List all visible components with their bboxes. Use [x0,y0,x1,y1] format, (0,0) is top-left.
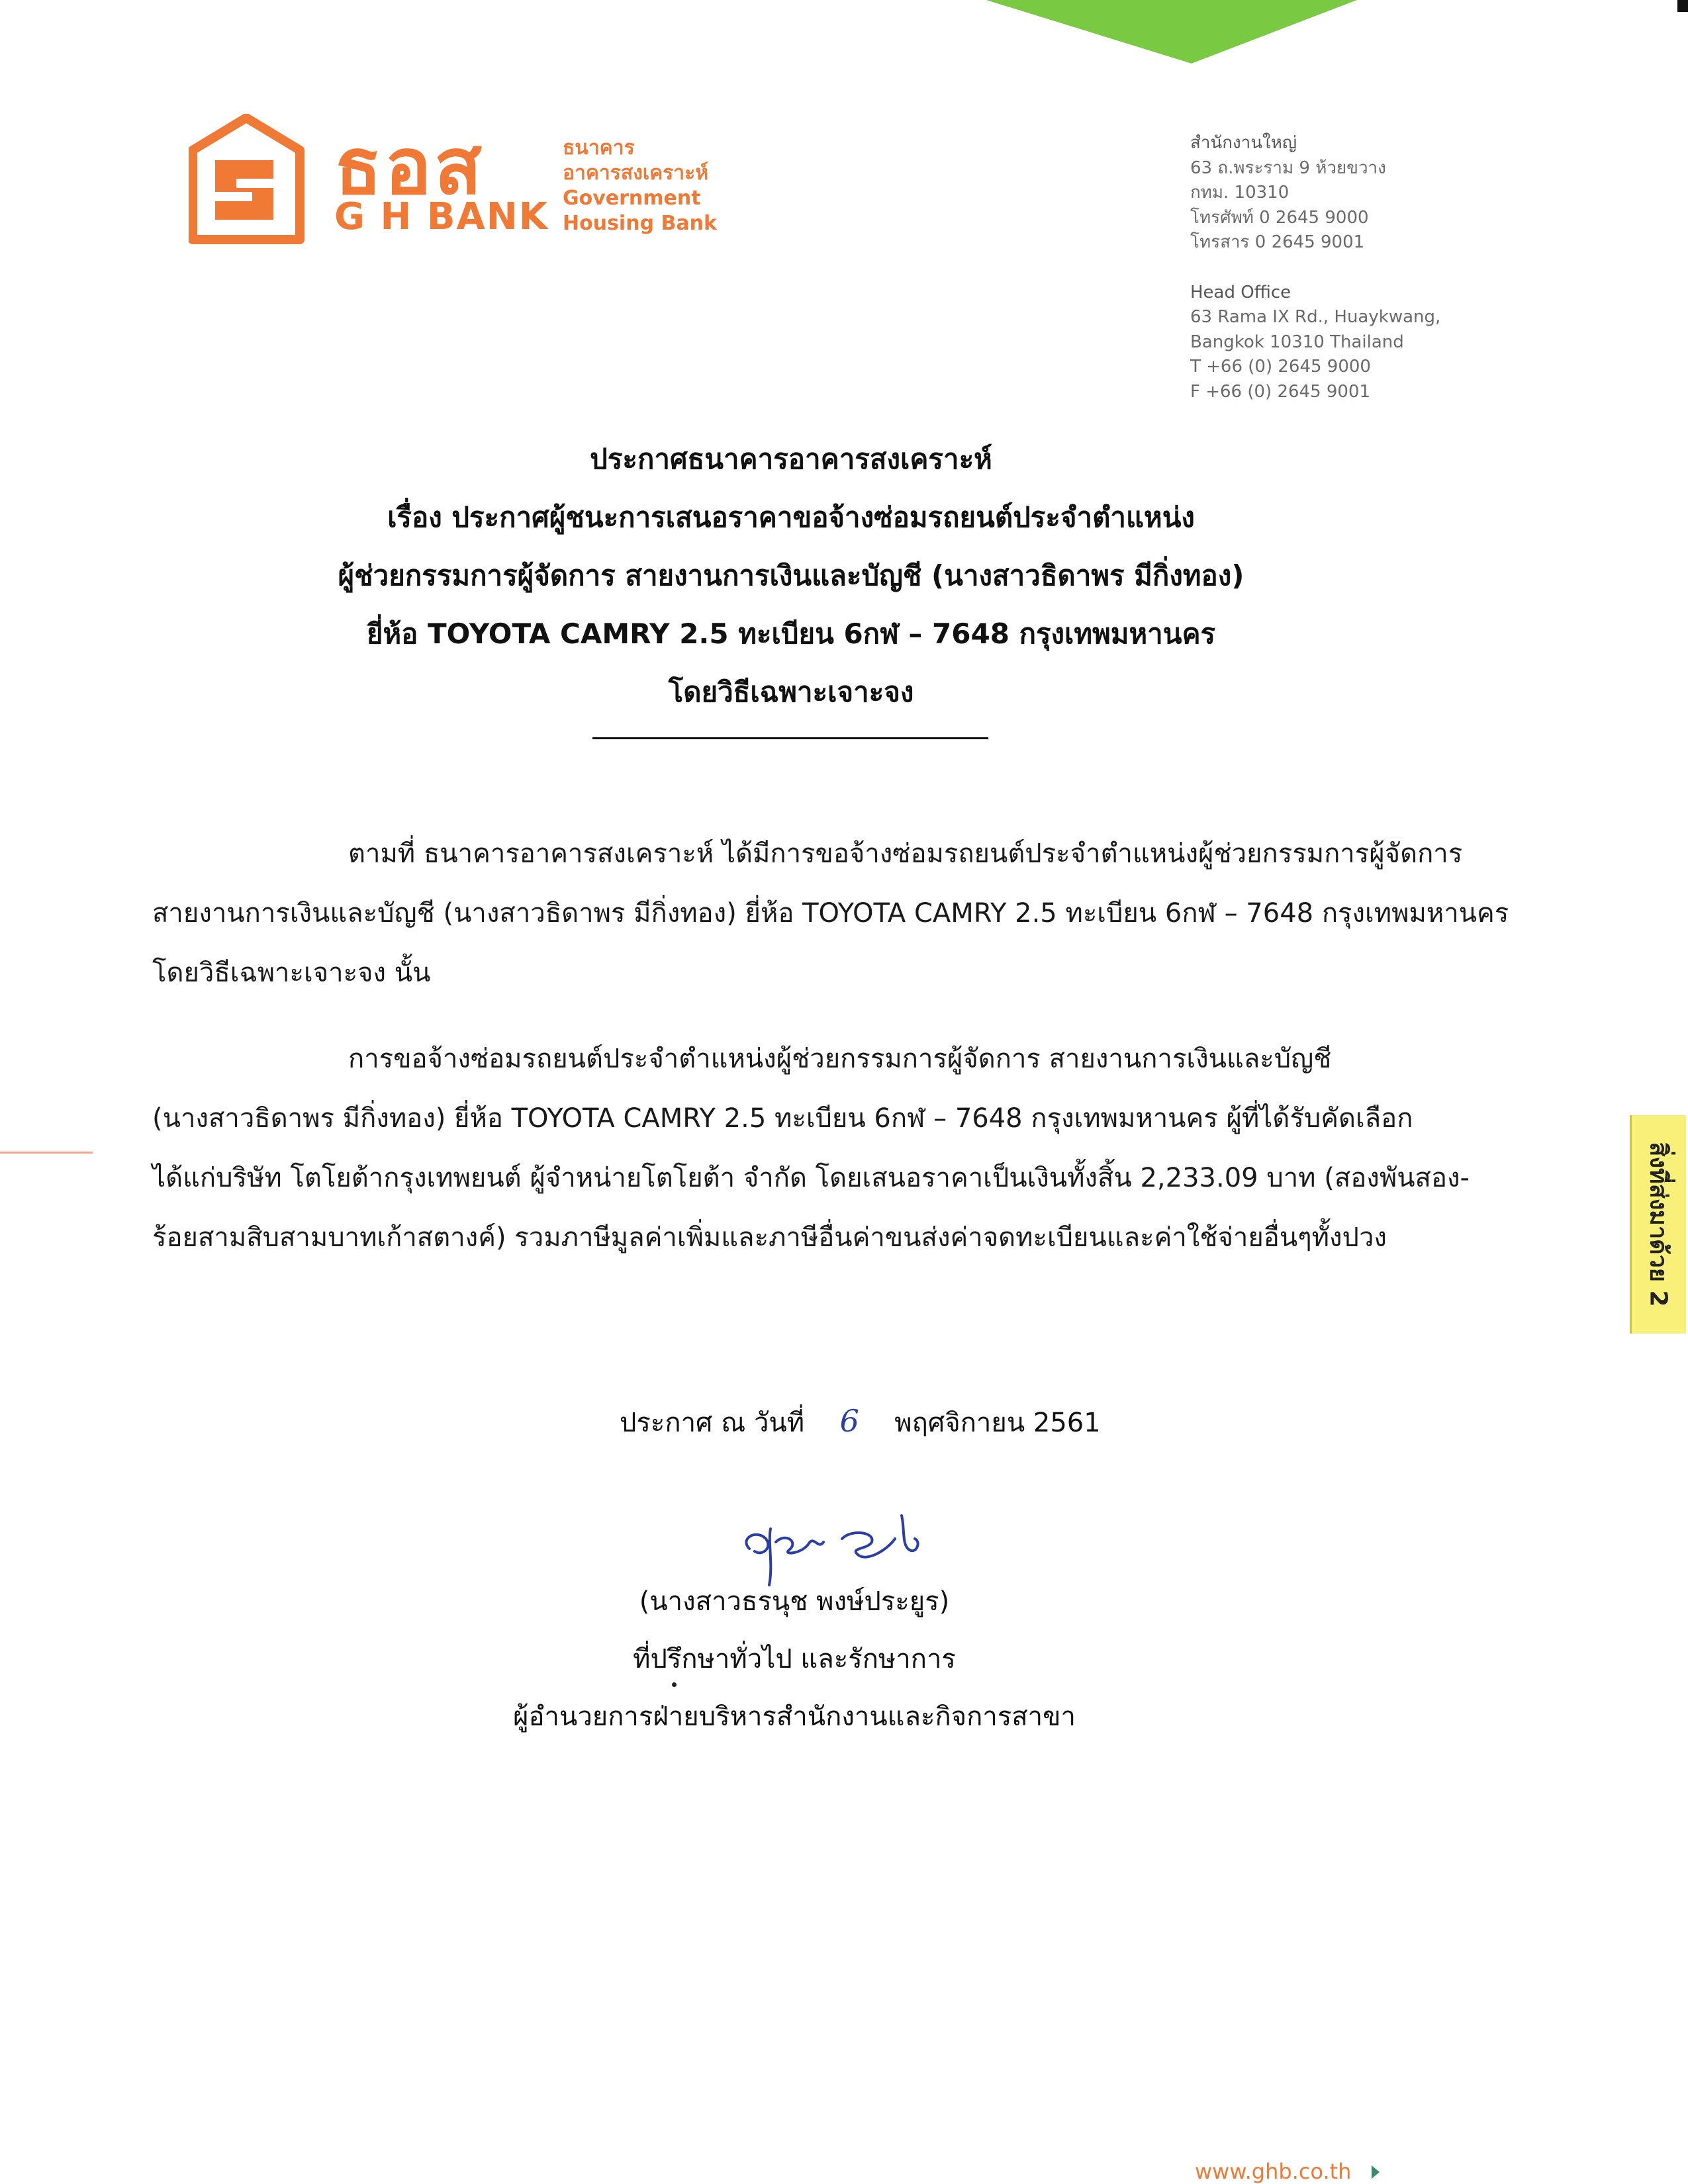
announcement-title [132,430,1450,721]
title-line: ยี่ห้อ TOYOTA CAMRY 2.5 ทะเบียน 6กฬ – 7648 กรุงเทพมหานคร [366,617,1216,650]
title-line: ประกาศธนาคารอาคารสงเคราะห์ [590,443,992,475]
handwritten-day: 6 [839,1403,859,1439]
body-paragraph-2 [152,1029,1542,1267]
paragraph-line: โดยวิธีเฉพาะเจาะจง นั้น [152,958,431,988]
logo-english-name: G H BANK [334,195,549,238]
signer-position: ผู้อำนวยการฝ่ายบริหารสำนักงานและกิจการสาขา [513,1702,1076,1732]
margin-rule [0,1152,93,1154]
side-tab-label: สิ่งที่ส่งมาด้วย 2 [1644,1142,1672,1307]
address-line: กทม. 10310 [1190,183,1289,203]
ghbank-logo-icon [189,114,305,246]
title-line: ผู้ช่วยกรรมการผู้จัดการ สายงานการเงินและบัญชี (นางสาวธิดาพร มีกิ่งทอง) [338,559,1244,592]
signer-position: ที่ปรึกษาทั่วไป และรักษาการ [633,1644,956,1674]
footer-website: www.ghb.co.th [1195,2159,1352,2184]
address-line: F +66 (0) 2645 9001 [1190,381,1371,402]
address-line: โทรศัพท์ 0 2645 9000 [1190,207,1369,228]
address-line: 63 ถ.พระราม 9 ห้วยขวาง [1190,158,1386,178]
scan-edge-mark [1677,0,1688,12]
title-line: โดยวิธีเฉพาะเจาะจง [668,676,914,708]
address-line: 63 Rama IX Rd., Huaykwang, [1190,307,1441,327]
signer-name: (นางสาวธรนุช พงษ์ประยูร) [639,1586,950,1617]
attachment-side-tab [1630,1115,1686,1334]
logo-bank-name [563,136,717,236]
title-line: เรื่อง ประกาศผู้ชนะการเสนอราคาขอจ้างซ่อมรถยนต์ประจำตำแหน่ง [387,501,1195,533]
paragraph-line: (นางสาวธิดาพร มีกิ่งทอง) ยี่ห้อ TOYOTA CAMRY 2.5 ทะเบียน 6กฬ – 7648 กรุงเทพมหานคร ผู้ที่ได้รับคัดเลือก [152,1103,1413,1134]
title-divider [592,737,988,739]
paragraph-line: สายงานการเงินและบัญชี (นางสาวธิดาพร มีกิ่งทอง) ยี่ห้อ TOYOTA CAMRY 2.5 ทะเบียน 6กฬ – 7648 กรุงเทพมหานคร [152,898,1509,929]
paragraph-line: ตามที่ ธนาคารอาคารสงเคราะห์ ได้มีการขอจ้างซ่อมรถยนต์ประจำตำแหน่งผู้ช่วยกรรมการผู้จัดการ [348,839,1463,869]
logo-line: Government [563,187,701,210]
address-english-title: Head Office [1190,282,1291,302]
logo-line: อาคารสงเคราะห์ [563,161,709,185]
head-office-address [1190,131,1440,404]
top-green-tab [986,0,1357,64]
footer-arrow-icon [1372,2165,1380,2179]
address-thai-title: สำนักงานใหญ่ [1190,133,1297,153]
logo-line: Housing Bank [563,212,717,235]
address-line: โทรสาร 0 2645 9001 [1190,232,1365,252]
body-paragraph-1 [152,824,1542,1003]
ink-dot [672,1682,677,1687]
paragraph-line: ร้อยสามสิบสามบาทเก้าสตางค์) รวมภาษีมูลค่าเพิ่มและภาษีอื่นค่าขนส่งค่าจดทะเบียนและค่าใช้จ่ายอื่นๆทั้งปวง [152,1222,1387,1253]
address-line: Bangkok 10310 Thailand [1190,332,1404,352]
paragraph-line: ได้แก่บริษัท โตโยต้ากรุงเทพยนต์ ผู้จำหน่ายโตโยต้า จำกัด โดยเสนอราคาเป็นเงินทั้งสิ้น 2,233.09 บาท (สองพันสอง- [152,1163,1470,1193]
paragraph-line: การขอจ้างซ่อมรถยนต์ประจำตำแหน่งผู้ช่วยกรรมการผู้จัดการ สายงานการเงินและบัญชี [348,1044,1332,1074]
logo-thai-name: ธอส [334,120,485,212]
logo-line: ธนาคาร [563,136,635,159]
date-prefix: ประกาศ ณ วันที่ [620,1408,805,1438]
signer-block [463,1573,1125,1746]
announcement-date [620,1402,1101,1442]
date-suffix: พฤศจิกายน 2561 [894,1408,1101,1438]
address-line: T +66 (0) 2645 9000 [1190,357,1371,377]
